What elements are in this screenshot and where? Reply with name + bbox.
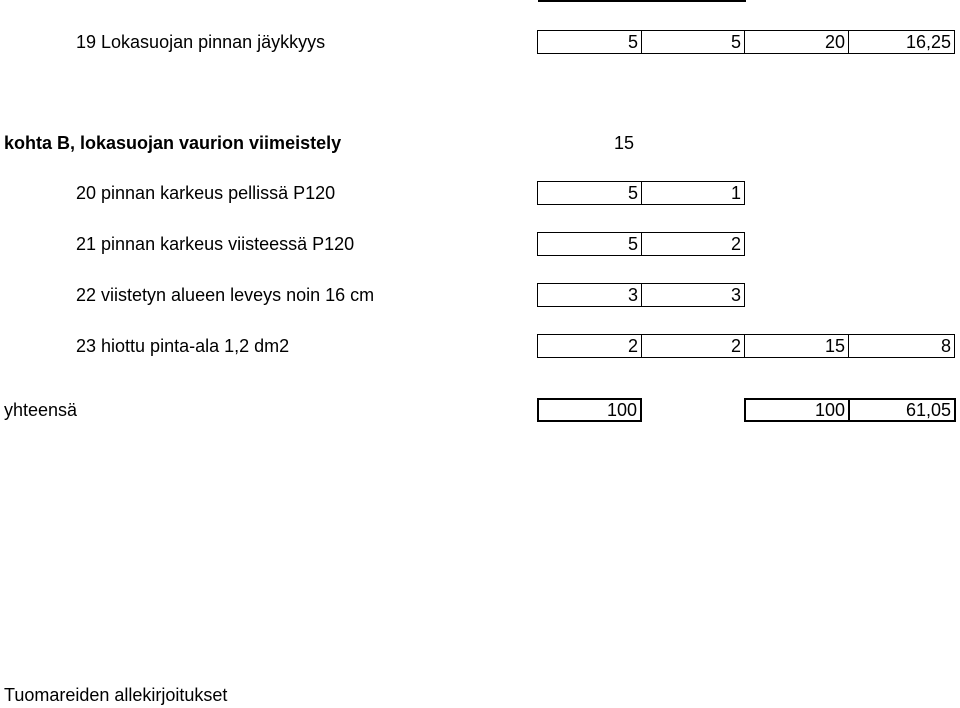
total-c4: 61,05 [848,398,956,422]
total-label: yhteensä [4,400,78,420]
row-19-c1: 5 [537,30,642,54]
row-23-c3: 15 [744,334,849,358]
row-22-c1: 3 [537,283,642,307]
row-20-c1: 5 [537,181,642,205]
row-22-label: 22 viistetyn alueen leveys noin 16 cm [76,285,375,305]
total-c3: 100 [744,398,850,422]
row-21-c2: 2 [641,232,745,256]
row-21-label: 21 pinnan karkeus viisteessä P120 [76,234,355,254]
row-23-label: 23 hiottu pinta-ala 1,2 dm2 [76,336,290,356]
total-c1: 100 [537,398,642,422]
section-points: 15 [614,133,635,153]
row-19-label: 19 Lokasuojan pinnan jäykkyys [76,32,326,52]
row-19-c3: 20 [744,30,849,54]
top-border-line [538,0,746,2]
row-23-c4: 8 [848,334,955,358]
row-20-c2: 1 [641,181,745,205]
row-20-label: 20 pinnan karkeus pellissä P120 [76,183,336,203]
row-19-c4: 16,25 [848,30,955,54]
row-23-c1: 2 [537,334,642,358]
row-23-c2: 2 [641,334,745,358]
row-22-c2: 3 [641,283,745,307]
row-19-c2: 5 [641,30,745,54]
section-header: kohta B, lokasuojan vaurion viimeistely [4,133,342,153]
row-21-c1: 5 [537,232,642,256]
footer-signatures: Tuomareiden allekirjoitukset [4,685,228,705]
